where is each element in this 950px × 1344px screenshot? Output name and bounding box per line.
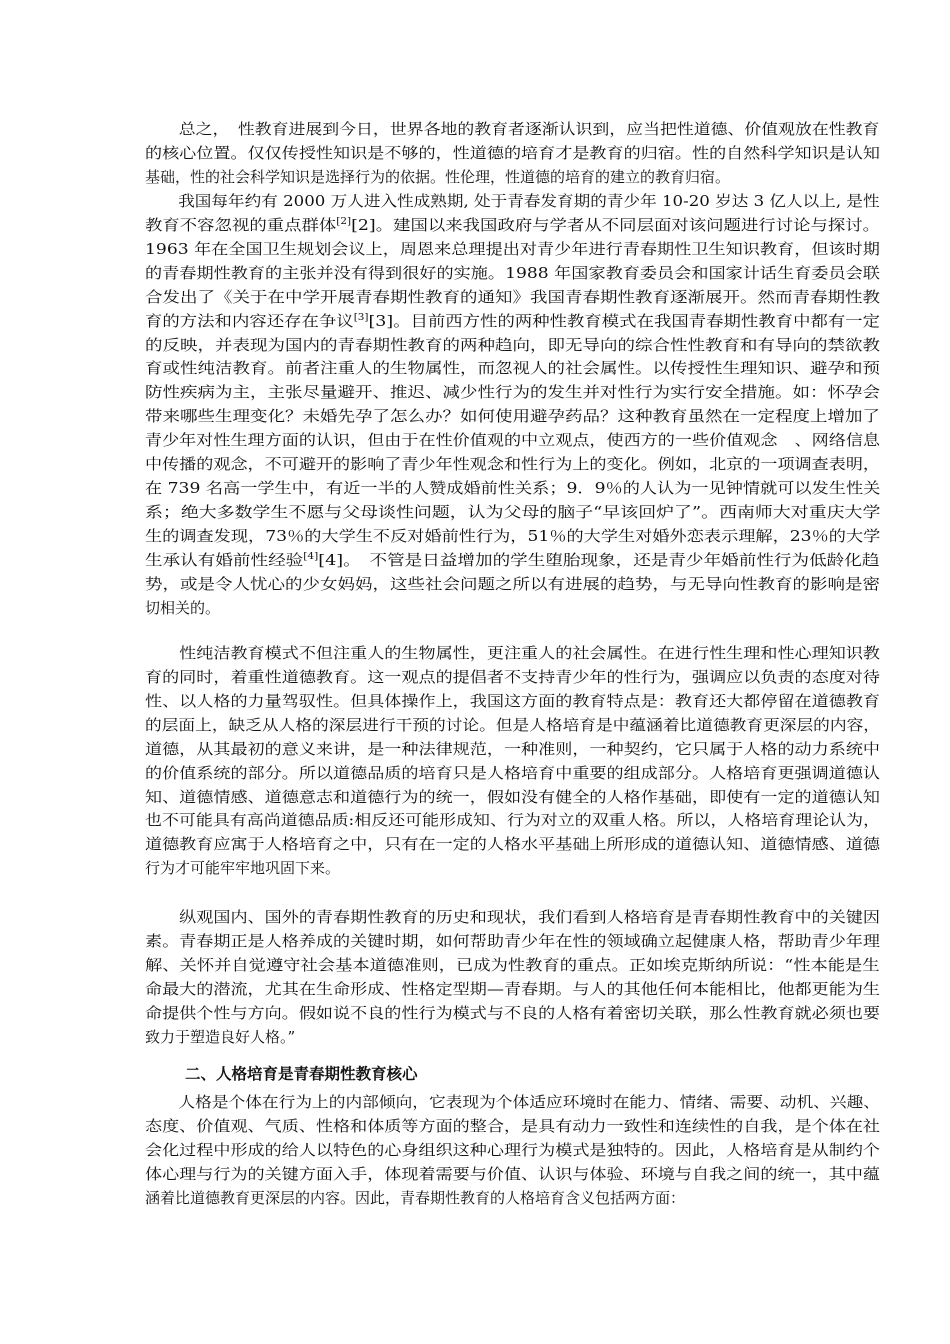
paragraph-2-line: 的反映，并表现为国内的青春期性教育的两种趋向，即无导向的综合性性教育和有导向的禁欲教	[145, 335, 881, 354]
section-paragraph-line: 体心理与行为的关键方面入手，体现着需要与价值、认识与体验、环境与自我之间的统一，其中蕴	[145, 1164, 881, 1183]
paragraph-2-line: 育或性纯洁教育。前者注重人的生物属性，而忽视人的社会属性。以传授性生理知识、避孕和预	[145, 359, 881, 378]
line-text: [3]。目前西方性的两种性教育模式在我国青春期性教育中都有一定	[368, 311, 881, 330]
paragraph-2-line: 中传播的观念，不可避开的影响了青少年性观念和性行为上的变化。例如，北京的一项调查表明，	[145, 455, 881, 474]
paragraph-3-line: 道德，从其最初的意义来讲，是一种法律规范，一种准则，一种契约，它只属于人格的动力系统中	[145, 739, 881, 758]
paragraph-4-line: 素。青春期正是人格养成的关键时期，如何帮助青少年在性的领域确立起健康人格，帮助青少年理	[145, 931, 881, 950]
paragraph-2-line: 的青春期性教育的主张并没有得到很好的实施。1988 年国家教育委员会和国家计话生育委员会联	[145, 263, 880, 282]
paragraph-3-line: 育的同时，着重性道德教育。这一观点的提倡者不支持青少年的性行为，强调应以负责的态度对待	[145, 667, 881, 686]
paragraph-3-line: 道德教育应寓于人格培育之中，只有在一定的人格水平基础上所形成的道德认知、道德情感、道德	[145, 835, 881, 854]
citation-superscript: [3]	[353, 312, 369, 323]
paragraph-4-line: 解、关怀并自觉遵守社会基本道德准则，已成为性教育的重点。正如埃克斯纳所说：“性本能是生	[145, 955, 880, 974]
paragraph-3-line: 知、道德情感、道德意志和道德行为的统一，假如没有健全的人格作基础，即使有一定的道德认知	[145, 787, 881, 806]
paragraph-2-line	[145, 214, 880, 238]
paragraph-3-line: 的层面上，缺乏从人格的深层进行干预的讨论。但是人格培育是中蕴涵着比道德教育更深层的内容，	[145, 715, 881, 734]
paragraph-2-line	[145, 549, 879, 573]
section-paragraph-line: 态度、价值观、气质、性格和体质等方面的整合，是具有动力一致性和连续性的自我，是个体在社	[145, 1116, 881, 1135]
section-paragraph-line: 涵着比道德教育更深层的内容。因此，青春期性教育的人格培育含义包括两方面：	[145, 1188, 686, 1207]
line-text: 育的方法和内容还存在争议	[145, 311, 354, 330]
paragraph-3-line: 也不可能具有高尚道德品质:相反还可能形成知、行为对立的双重人格。所以，人格培育理论认为，	[145, 811, 881, 830]
paragraph-2-line: 生的调查发现，73％的大学生不反对婚前性行为，51％的大学生对婚外恋表示理解，23％的大学	[145, 526, 881, 545]
paragraph-1-line: 总之， 性教育进展到今日，世界各地的教育者逐渐认识到，应当把性道德、价值观放在性教育	[145, 120, 880, 138]
paragraph-2-line: 势，或是令人忧心的少女妈妈，这些社会问题之所以有进展的趋势，与无导向性教育的影响是密	[145, 574, 881, 593]
citation-superscript: [2]	[336, 216, 352, 227]
citation-superscript: [4]	[303, 551, 319, 562]
paragraph-3-line: 行为才可能牢牢地巩固下来。	[145, 859, 341, 878]
paragraph-4-line: 命提供个性与方向。假如说不良的性行为模式与不良的人格有着密切关联，那么性教育就必须也要	[145, 1003, 881, 1022]
paragraph-1-line: 基础，性的社会科学知识是选择行为的依据。性伦理，性道德的培育的建立的教育归宿。	[145, 167, 731, 186]
paragraph-3-line: 的价值系统的部分。所以道德品质的培育只是人格培育中重要的组成部分。人格培育更强调道德认	[145, 763, 881, 782]
paragraph-4-line: 命最大的潜流，尤其在生命形成、性格定型期—青春期。与人的其他任何本能相比，他都更能为生	[145, 979, 881, 998]
section-paragraph-line: 人格是个体在行为上的内部倾向，它表现为个体适应环境时在能力、情绪、需要、动机、兴趣、	[145, 1093, 881, 1111]
paragraph-2-line: 青少年对性生理方面的认识，但由于在性价值观的中立观点，使西方的一些价值观念 、网络信息	[145, 431, 881, 450]
paragraph-2-line: 1963 年在全国卫生规划会议上，周恩来总理提出对青少年进行青春期性卫生知识教育，但该时期	[145, 239, 880, 258]
paragraph-2-line: 带来哪些生理变化？未婚先孕了怎么办？如何使用避孕药品？这种教育虽然在一定程度上增加了	[145, 407, 881, 426]
paragraph-2-line: 系；绝大多数学生不愿与父母谈性问题，认为父母的脑子“早该回炉了”。西南师大对重庆大学	[145, 502, 881, 521]
paragraph-2-line: 我国每年约有 2000 万人进入性成熟期, 处于青春发育期的青少年 10-20 岁达 3 亿人以上, 是性	[145, 192, 880, 210]
paragraph-2-line: 在 739 名高一学生中，有近一半的人赞成婚前性关系；9．9％的人认为一见钟情就可以发生性关	[145, 479, 881, 498]
line-text: [2]。建国以来我国政府与学者从不同层面对该问题进行讨论与探讨。	[351, 215, 881, 234]
paragraph-2-line: 防性疾病为主，主张尽量避开、推迟、减少性行为的发生并对性行为实行安全措施。如：怀孕会	[145, 383, 881, 402]
section-heading: 二、人格培育是青春期性教育核心	[185, 1065, 418, 1083]
paragraph-2-line	[145, 310, 880, 334]
section-paragraph-line: 会化过程中形成的给人以特色的心身组织这种心理行为模式是独特的。因此，人格培育是从制约个	[145, 1140, 881, 1159]
paragraph-3-line: 性纯洁教育模式不但注重人的生物属性，更注重人的社会属性。在进行性生理和性心理知识教	[145, 644, 881, 662]
paragraph-4-line: 纵观国内、国外的青春期性教育的历史和现状，我们看到人格培育是青春期性教育中的关键因	[145, 908, 881, 926]
paragraph-2-line: 切相关的。	[145, 598, 221, 617]
paragraph-1-line: 的核心位置。仅仅传授性知识是不够的，性道德的培育才是教育的归宿。性的自然科学知识是认知	[145, 143, 881, 162]
paragraph-3-line: 性、以人格的力量驾驭性。但具体操作上，我国这方面的教育特点是：教育还大都停留在道德教育	[145, 691, 881, 710]
line-text: 生承认有婚前性经验	[145, 550, 304, 569]
line-text: 教育不容忽视的重点群体	[145, 215, 337, 234]
paragraph-2-line: 合发出了《关于在中学开展青春期性教育的通知》我国青春期性教育逐渐展开。然而青春期性教	[145, 287, 881, 306]
line-text: [4]。 不管是日益增加的学生堕胎现象，还是青少年婚前性行为低龄化趋	[318, 550, 880, 569]
paragraph-4-line: 致力于塑造良好人格。”	[145, 1027, 296, 1046]
